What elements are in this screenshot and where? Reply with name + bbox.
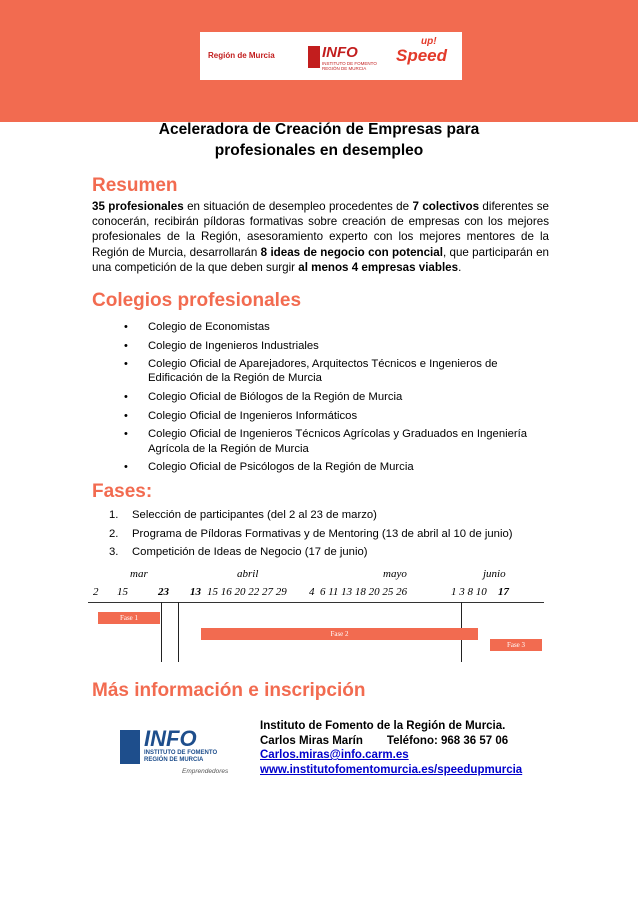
day-label: 2 <box>93 586 99 598</box>
info-logo <box>308 42 390 72</box>
phase-3-bar: Fase 3 <box>490 639 542 651</box>
month-label: abril <box>237 568 259 580</box>
list-item <box>92 545 513 559</box>
list-number: 2. <box>109 527 119 540</box>
page-title <box>120 119 518 161</box>
month-label: junio <box>483 568 506 580</box>
bold-text: 8 ideas de negocio con potencial <box>260 245 443 259</box>
list-item: • Colegio Oficial de Aparejadores, Arquitectos Técnicos e Ingenieros de Edificación de la Región de Murcia <box>107 357 547 386</box>
resumen-heading: Resumen <box>92 175 178 196</box>
speed-logo-up: up! <box>421 36 437 47</box>
contact-name: Carlos Miras Marín <box>260 734 363 747</box>
day-label: 1 3 8 10 <box>451 586 487 598</box>
day-label: 4 6 11 13 18 20 25 26 <box>309 586 408 598</box>
colegios-list <box>107 320 547 479</box>
title-line-2: profesionales en desempleo <box>214 142 424 159</box>
fases-list <box>92 508 513 564</box>
timeline-marker <box>178 602 179 662</box>
day-label: 23 <box>158 586 169 598</box>
info-logo-text: INFO <box>144 726 197 751</box>
info-logo-tagline: Emprendedores <box>182 768 229 775</box>
list-number: 1. <box>109 509 119 521</box>
region-murcia-logo-text: Región de Murcia <box>208 51 275 60</box>
list-item <box>92 508 513 522</box>
info-logo-subtitle: INSTITUTO DE FOMENTO REGIÓN DE MURCIA <box>144 750 218 763</box>
list-text: Competición de Ideas de Negocio (17 de junio) <box>132 546 368 559</box>
month-label: mayo <box>383 568 407 580</box>
info-mark-icon <box>308 46 320 68</box>
phase-timeline <box>0 560 638 670</box>
text: . <box>458 260 462 274</box>
list-item <box>92 527 513 541</box>
list-item: • Colegio de Economistas <box>107 320 547 334</box>
website-link[interactable]: www.institutofomentomurcia.es/speedupmurcia <box>260 763 523 776</box>
text: , que participarán en una competición de la que deben surgir <box>92 245 549 274</box>
bold-text: 7 colectivos <box>412 200 480 213</box>
email-link[interactable]: Carlos.miras@info.carm.es <box>260 749 409 761</box>
list-item: • Colegio de Ingenieros Industriales <box>107 339 547 353</box>
day-label: 17 <box>498 586 509 598</box>
month-label: mar <box>130 568 148 580</box>
title-line-1: Aceleradora de Creación de Empresas para <box>158 121 480 138</box>
day-label: 13 <box>190 586 201 598</box>
contact-phone: Teléfono: 968 36 57 06 <box>386 734 509 747</box>
list-item: • Colegio Oficial de Ingenieros Técnicos Agrícolas y Graduados en Ingeniería Agrícola de la Región de Murcia <box>107 427 547 456</box>
timeline-axis <box>88 602 544 603</box>
phase-2-bar: Fase 2 <box>201 628 478 640</box>
list-item: • Colegio Oficial de Biólogos de la Región de Murcia <box>107 390 547 404</box>
info-emprendedores-logo <box>120 726 232 780</box>
logos-box <box>200 32 462 80</box>
resumen-paragraph <box>92 199 549 275</box>
info-logo-text: INFO <box>322 44 358 61</box>
header-banner <box>0 0 638 122</box>
colegios-heading: Colegios profesionales <box>92 290 302 311</box>
list-item: • Colegio Oficial de Psicólogos de la Región de Murcia <box>107 460 547 474</box>
fases-heading: Fases: <box>92 481 153 502</box>
bold-text: 35 profesionales <box>92 200 184 213</box>
mas-info-heading: Más información e inscripción <box>92 680 366 701</box>
day-label: 15 <box>117 586 128 598</box>
info-logo-subtitle: INSTITUTO DE FOMENTO REGIÓN DE MURCIA <box>322 61 377 71</box>
contact-block <box>260 719 522 777</box>
info-mark-icon <box>120 730 140 764</box>
speed-logo: Speed <box>396 46 448 65</box>
timeline-marker <box>161 602 162 662</box>
contact-line <box>260 734 522 749</box>
list-number: 3. <box>109 546 119 559</box>
text: diferentes se conocerán, recibirán píldoras formativas sobre creación de empresas con los mejores profesionales de la Región, asesoramiento experto con los mejores mentores de la Región de Murcia, desarrollarán <box>92 200 549 259</box>
list-text: Programa de Píldoras Formativas y de Mentoring (13 de abril al 10 de junio) <box>132 527 513 540</box>
list-text: Selección de participantes (del 2 al 23 de marzo) <box>132 509 377 521</box>
day-label: 15 16 20 22 27 29 <box>207 586 287 598</box>
phase-1-bar: Fase 1 <box>98 612 160 624</box>
bold-text: al menos 4 empresas viables <box>298 260 459 274</box>
list-item: • Colegio Oficial de Ingenieros Informáticos <box>107 409 547 423</box>
org-name: Instituto de Fomento de la Región de Murcia. <box>260 720 506 732</box>
text: en situación de desempleo procedentes de <box>183 200 413 213</box>
